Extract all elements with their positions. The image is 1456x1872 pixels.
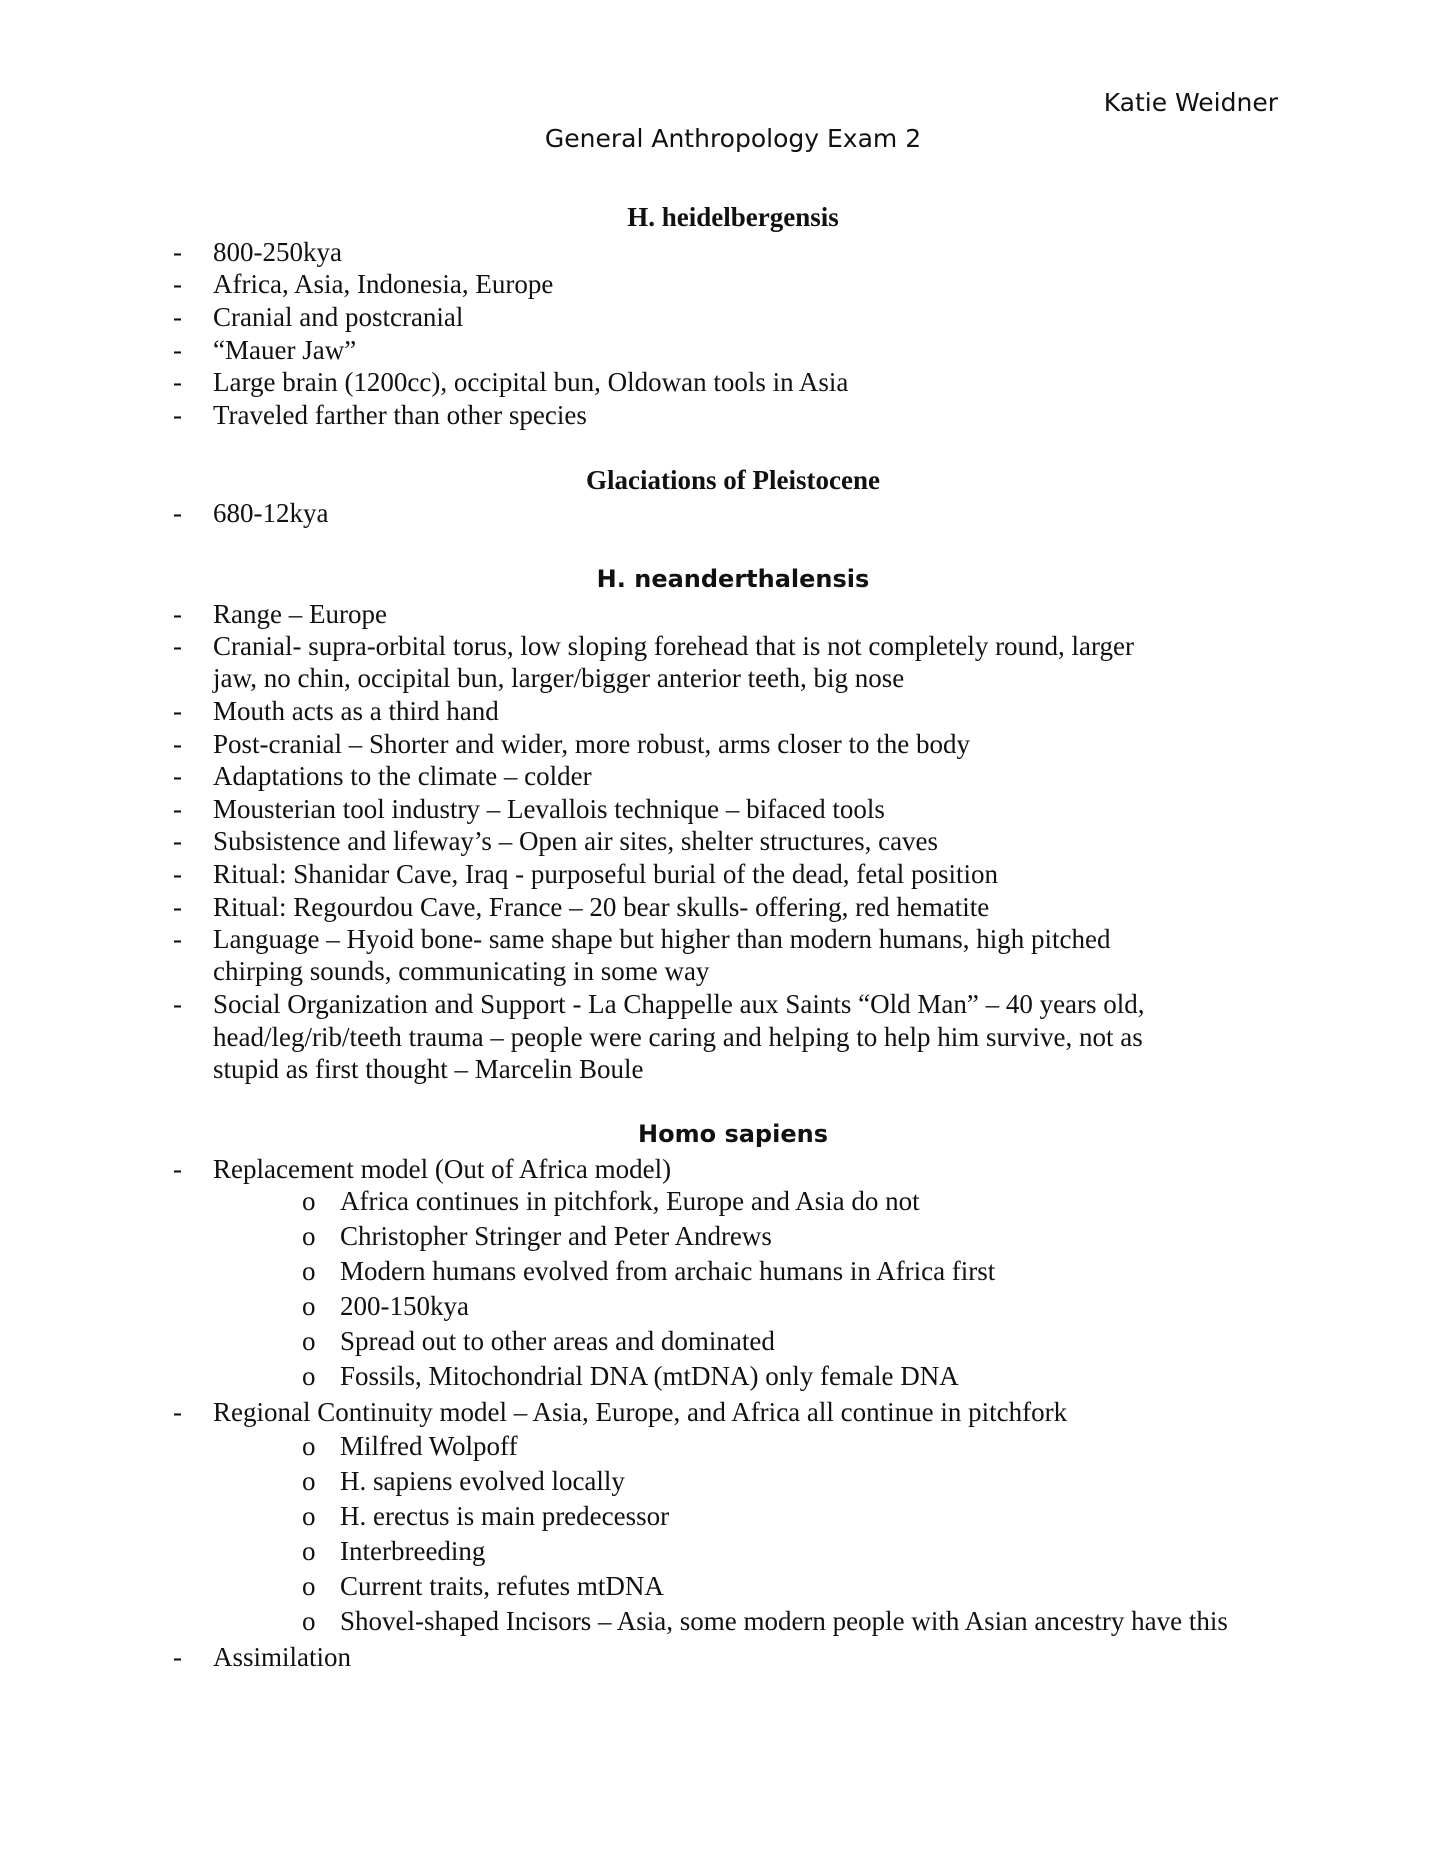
sub-list-item: o H. erectus is main predecessor bbox=[302, 1501, 670, 1531]
sub-list-item: o Spread out to other areas and dominated bbox=[302, 1326, 775, 1356]
list-item: - Africa, Asia, Indonesia, Europe bbox=[173, 269, 554, 299]
sub-list-item: o Christopher Stringer and Peter Andrews bbox=[302, 1221, 772, 1251]
list-item: - Large brain (1200cc), occipital bun, Oldowan tools in Asia bbox=[173, 367, 849, 397]
list-item: - Regional Continuity model – Asia, Europe, and Africa all continue in pitchfork bbox=[173, 1397, 1068, 1427]
sub-list-item: o Fossils, Mitochondrial DNA (mtDNA) only female DNA bbox=[302, 1361, 959, 1391]
list-item: - Assimilation bbox=[173, 1642, 352, 1672]
list-item: - Subsistence and lifeway’s – Open air sites, shelter structures, caves bbox=[173, 826, 939, 856]
list-item: - Cranial- supra-orbital torus, low sloping forehead that is not completely round, larger bbox=[173, 631, 1135, 661]
sub-list-item: o 200-150kya bbox=[302, 1291, 469, 1321]
list-item: - Post-cranial – Shorter and wider, more robust, arms closer to the body bbox=[173, 729, 970, 759]
list-item: - “Mauer Jaw” bbox=[173, 335, 357, 365]
list-item-continuation: jaw, no chin, occipital bun, larger/bigger anterior teeth, big nose bbox=[213, 663, 905, 693]
section-heading-glaciations: Glaciations of Pleistocene bbox=[586, 465, 880, 495]
list-item: - Ritual: Shanidar Cave, Iraq - purposeful burial of the dead, fetal position bbox=[173, 859, 999, 889]
sub-list-item: o Milfred Wolpoff bbox=[302, 1431, 518, 1461]
sub-list-item: o Current traits, refutes mtDNA bbox=[302, 1571, 664, 1601]
list-item: - Replacement model (Out of Africa model) bbox=[173, 1154, 672, 1184]
list-item: - Range – Europe bbox=[173, 599, 387, 629]
list-item: - Mousterian tool industry – Levallois technique – bifaced tools bbox=[173, 794, 885, 824]
author-name: Katie Weidner bbox=[1103, 88, 1278, 117]
sub-list-item: o Africa continues in pitchfork, Europe and Asia do not bbox=[302, 1186, 920, 1216]
list-item-continuation: chirping sounds, communicating in some way bbox=[213, 956, 710, 986]
list-item: - Social Organization and Support - La Chappelle aux Saints “Old Man” – 40 years old, bbox=[173, 989, 1145, 1019]
document-title: General Anthropology Exam 2 bbox=[544, 124, 922, 153]
list-item: - 680-12kya bbox=[173, 498, 329, 528]
section-heading-sapiens: Homo sapiens bbox=[638, 1120, 828, 1148]
list-item: - Ritual: Regourdou Cave, France – 20 bear skulls- offering, red hematite bbox=[173, 892, 990, 922]
section-heading-heidelbergensis: H. heidelbergensis bbox=[627, 202, 839, 232]
sub-list-item: o Modern humans evolved from archaic humans in Africa first bbox=[302, 1256, 996, 1286]
list-item: - 800-250kya bbox=[173, 237, 342, 267]
sub-list-item: o Interbreeding bbox=[302, 1536, 486, 1566]
sub-list-item: o Shovel-shaped Incisors – Asia, some modern people with Asian ancestry have this bbox=[302, 1606, 1228, 1636]
list-item: - Language – Hyoid bone- same shape but higher than modern humans, high pitched bbox=[173, 924, 1111, 954]
list-item: - Mouth acts as a third hand bbox=[173, 696, 499, 726]
list-item-continuation: head/leg/rib/teeth trauma – people were caring and helping to help him survive, not as bbox=[213, 1022, 1143, 1052]
list-item: - Adaptations to the climate – colder bbox=[173, 761, 592, 791]
list-item: - Cranial and postcranial bbox=[173, 302, 464, 332]
section-heading-neanderthalensis: H. neanderthalensis bbox=[596, 565, 870, 593]
list-item: - Traveled farther than other species bbox=[173, 400, 587, 430]
list-item-continuation: stupid as first thought – Marcelin Boule bbox=[213, 1054, 644, 1084]
sub-list-item: o H. sapiens evolved locally bbox=[302, 1466, 625, 1496]
